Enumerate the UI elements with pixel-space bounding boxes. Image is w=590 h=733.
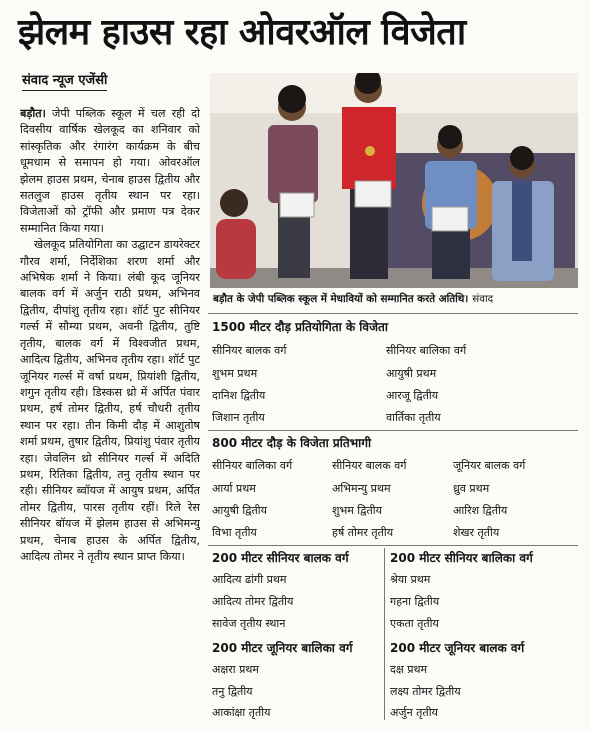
race-200-senior-boys-row: आदित्य तोमर द्वितीय (212, 595, 294, 608)
article-body (20, 106, 200, 726)
race-200-senior-girls-row: श्रेया प्रथम (390, 573, 431, 586)
race-200-senior-boys-title: 200 मीटर सीनियर बालक वर्ग (212, 551, 349, 565)
race-200-junior-girls-row: आकांक्षा तृतीय (212, 706, 271, 719)
award-photo (210, 73, 578, 288)
race-800-col2-row: अभिमन्यु प्रथम (332, 482, 391, 495)
race-800-col2-row: हर्ष तोमर तृतीय (332, 526, 394, 539)
race-200-junior-boys-row: लक्ष्य तोमर द्वितीय (390, 685, 461, 698)
photo-credit: संवाद (472, 293, 494, 305)
race-1500-col2-row: वार्तिका तृतीय (386, 411, 441, 424)
dateline: बड़ौत। (20, 107, 46, 120)
race-200-senior-girls-row: एकता तृतीय (390, 617, 439, 630)
race-1500-col1-row: शुभम प्रथम (212, 367, 258, 380)
divider (208, 313, 578, 314)
race-1500-col2-row: आयुषी प्रथम (386, 367, 437, 380)
photo-caption-text: बड़ौत के जेपी पब्लिक स्कूल में मेधावियों को सम्मानित करते अतिथि। (213, 293, 469, 305)
photo-caption (213, 292, 578, 312)
race-800-title: 800 मीटर दौड़ के विजेता प्रतिभागी (212, 436, 372, 450)
race-800-col2-row: शुभम द्वितीय (332, 504, 382, 517)
race-200-junior-girls-title: 200 मीटर जूनियर बालिका वर्ग (212, 641, 353, 655)
race-200-junior-boys-row: दक्ष प्रथम (390, 663, 428, 676)
article-paragraph-2: खेलकूद प्रतियोगिता का उद्घाटन डायरेक्टर गौरव शर्मा, निर्देशिका शरण शर्मा और अभिषेक शर्मा ने किया। लंबी कूद जूनियर बालक वर्ग में अर्जुन राठी प्रथम, अभिनव द्वितीय, दीपांशु तृतीय रहा। शॉर्ट पुट सीनियर गर्ल्स में सौम्या प्रथम, अवनी द्वितीय, तुष्टि तृतीय, बालक वर्ग में विश्वजीत प्रथम, आदित्य द्वितीय, अभिनव तृतीय रहा। शॉर्ट पुट जूनियर गर्ल्स में वर्षा प्रथम, प्रियांशी द्वितीय, शगुन तृतीय रही। डिस्कस थ्रो में अर्पित पंवार प्रथम, हर्ष तोमर द्वितीय, हर्ष चौधरी तृतीय स्थान पर रहा। तीन किमी दौड़ में आशुतोष शर्मा प्रथम, तुषार द्वितीय, प्रियांशु पंवार तृतीय रहा। जेवलिन थ्रो सीनियर गर्ल्स में अदिति प्रथम, रितिका द्वितीय, तनु तृतीय स्थान पर रही। सीनियर ब्वॉयज में आयुष प्रथम, अर्पित तोमर द्वितीय, पारस तृतीय रहीं। रिले रेस सीनियर बॉयज में झेलम हाउस से अभिमन्यु प्रथम, चेनाब हाउस के अर्पित द्वितीय, आदित्य तोमर ने तृतीय स्थान प्राप्त किया। (20, 238, 200, 563)
race-1500-col2-row: आरजू द्वितीय (386, 389, 439, 402)
divider (208, 430, 578, 431)
race-200-junior-boys-row: अर्जुन तृतीय (390, 706, 438, 719)
divider (208, 545, 578, 546)
race-200-senior-boys-row: सावेज तृतीय स्थान (212, 617, 286, 630)
article-paragraph-1-text: जेपी पब्लिक स्कूल में चल रही दो दिवसीय वार्षिक खेलकूद का शनिवार को सांस्कृतिक और रंगारंग कार्यक्रम के बीच धूमधाम से समापन हो गया। ओवरऑल झेलम हाउस प्रथम, चेनाब हाउस द्वितीय और सतलुज हाउस तृतीय स्थान पर रहा। विजेताओं को ट्रॉफी और प्रमाण पत्र देकर सम्मानित किया गया। (20, 107, 200, 235)
race-1500-col1-row: जिशान तृतीय (212, 411, 265, 424)
race-800-col2-head: सीनियर बालक वर्ग (332, 459, 407, 472)
race-200-junior-girls-row: तनु द्वितीय (212, 685, 253, 698)
race-1500-col2-head: सीनियर बालिका वर्ग (386, 344, 467, 357)
article-paragraph-1 (20, 106, 200, 237)
race-200-junior-boys-title: 200 मीटर जूनियर बालक वर्ग (390, 641, 525, 655)
race-800-col3-head: जूनियर बालक वर्ग (453, 459, 526, 472)
race-1500-col1-row: दानिश द्वितीय (212, 389, 266, 402)
race-800-col1-head: सीनियर बालिका वर्ग (212, 459, 293, 472)
column-divider (384, 548, 385, 720)
race-800-col1-row: आर्या प्रथम (212, 482, 256, 495)
byline: संवाद न्यूज एजेंसी (22, 70, 107, 91)
race-200-junior-girls-row: अक्षरा प्रथम (212, 663, 260, 676)
race-200-senior-girls-title: 200 मीटर सीनियर बालिका वर्ग (390, 551, 533, 565)
race-800-col3-row: शेखर तृतीय (453, 526, 500, 539)
race-200-senior-boys-row: आदित्य ढांगी प्रथम (212, 573, 287, 586)
race-200-senior-girls-row: गहना द्वितीय (390, 595, 440, 608)
race-800-col3-row: ध्रुव प्रथम (453, 482, 490, 495)
race-1500-title: 1500 मीटर दौड़ प्रतियोगिता के विजेता (212, 320, 388, 334)
race-800-col1-row: विभा तृतीय (212, 526, 257, 539)
award-photo-illustration (210, 73, 578, 288)
race-1500-col1-head: सीनियर बालक वर्ग (212, 344, 287, 357)
race-800-col1-row: आयुषी द्वितीय (212, 504, 267, 517)
headline: झेलम हाउस रहा ओवरऑल विजेता (18, 12, 466, 53)
race-800-col3-row: आरिश द्वितीय (453, 504, 508, 517)
